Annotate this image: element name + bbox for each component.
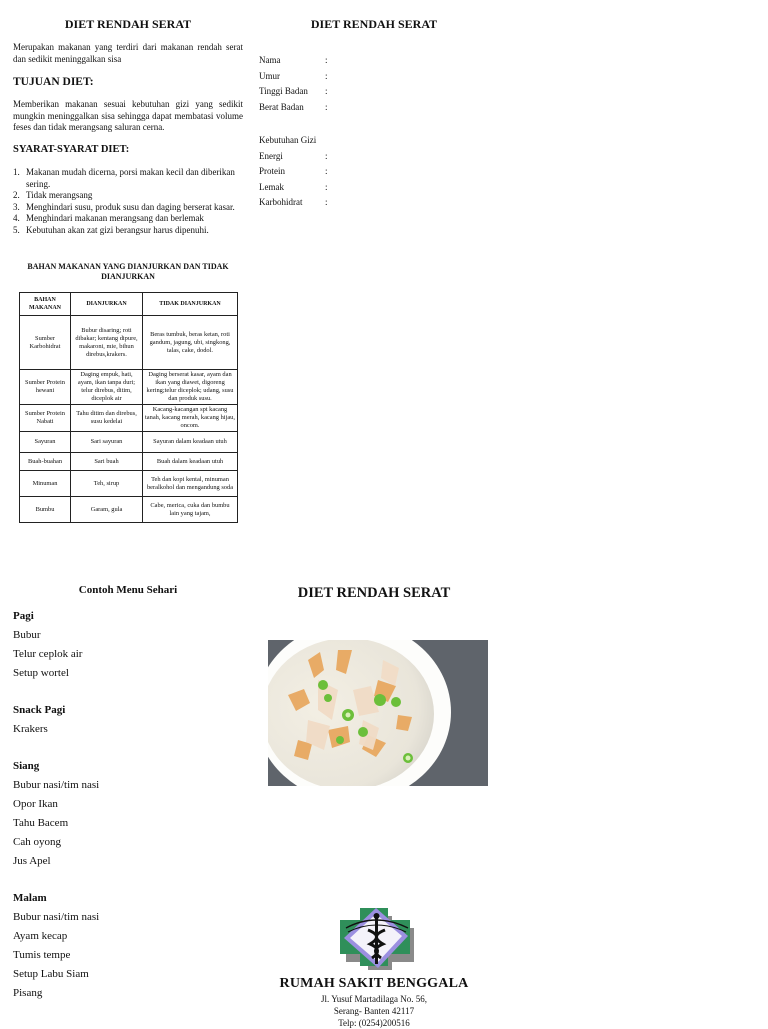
cover-title: DIET RENDAH SERAT bbox=[297, 585, 451, 601]
menu-item: Tumis tempe bbox=[13, 949, 71, 961]
field-umur bbox=[259, 69, 459, 85]
field-separator: : bbox=[325, 101, 328, 112]
cell-bahan: Sayuran bbox=[20, 432, 71, 453]
header-bahan: BAHAN MAKANAN bbox=[20, 293, 71, 316]
cell-bahan: Sumber Protein hewani bbox=[20, 370, 71, 405]
menu-item: Setup Labu Siam bbox=[13, 968, 89, 980]
hospital-address-line1: Jl. Yusuf Martadilaga No. 56, bbox=[321, 994, 427, 1004]
menu-section-heading: Malam bbox=[13, 892, 47, 904]
menu-item: Pisang bbox=[13, 987, 43, 999]
goal-heading: TUJUAN DIET: bbox=[13, 76, 94, 88]
menu-section-pagi bbox=[13, 607, 82, 683]
cell-tidak-dianjurkan: Buah dalam keadaan utuh bbox=[143, 453, 238, 471]
field-nama bbox=[259, 53, 459, 69]
requirement-item bbox=[13, 213, 244, 225]
cell-dianjurkan: Garam, gula bbox=[71, 497, 143, 523]
cell-bahan: Buah-buahan bbox=[20, 453, 71, 471]
table-row bbox=[20, 370, 238, 405]
nutrition-heading: Kebutuhan Gizi bbox=[259, 135, 317, 145]
menu-item: Tahu Bacem bbox=[13, 817, 69, 829]
header-dianjurkan: DIANJURKAN bbox=[71, 293, 143, 316]
inner-left-title: DIET RENDAH SERAT bbox=[64, 17, 192, 31]
menu-item: Setup wortel bbox=[13, 667, 69, 679]
field-label: Lemak bbox=[259, 181, 284, 192]
hospital-phone: Telp: (0254)200516 bbox=[338, 1018, 410, 1028]
cell-dianjurkan: Daging empuk, hati, ayam, ikan tanpa duri; telur direbus, ditim, diceplok air bbox=[71, 370, 143, 405]
cell-dianjurkan: Sari sayuran bbox=[71, 432, 143, 453]
table-row bbox=[20, 497, 238, 523]
patient-info-form bbox=[259, 53, 459, 115]
field-separator: : bbox=[325, 55, 328, 65]
requirement-number: 1. bbox=[13, 167, 20, 177]
food-table-title: BAHAN MAKANAN YANG DIANJURKAN DAN TIDAK DIANJURKAN bbox=[27, 262, 229, 281]
hospital-address-line2: Serang- Banten 42117 bbox=[333, 1006, 415, 1016]
field-label: Nama bbox=[259, 55, 281, 65]
field-separator: : bbox=[325, 181, 328, 192]
requirement-number: 3. bbox=[13, 201, 20, 212]
requirement-number: 2. bbox=[13, 190, 20, 200]
porridge-photo bbox=[268, 640, 488, 786]
field-label: Tinggi Badan bbox=[259, 86, 308, 96]
cell-dianjurkan: Sari buah bbox=[71, 453, 143, 471]
cell-dianjurkan: Tahu ditim dan direbus, susu kedelai bbox=[71, 405, 143, 432]
requirement-text: Menghindari susu, produk susu dan daging berserat kasar. bbox=[26, 201, 235, 212]
requirement-text: Menghindari makanan merangsang dan berlemak bbox=[26, 213, 204, 223]
field-label: Karbohidrat bbox=[259, 197, 303, 207]
caduceus-cross-logo-icon bbox=[338, 906, 418, 970]
cell-bahan: Sumber Karbohidrat bbox=[20, 316, 71, 370]
table-header-row bbox=[20, 293, 238, 316]
field-separator: : bbox=[325, 166, 328, 176]
requirement-item bbox=[13, 225, 244, 237]
menu-item: Bubur bbox=[13, 629, 41, 641]
field-label: Umur bbox=[259, 70, 280, 81]
menu-section-snack-pagi bbox=[13, 701, 65, 739]
table-row bbox=[20, 405, 238, 432]
requirement-number: 5. bbox=[13, 224, 20, 235]
field-tinggi-badan bbox=[259, 84, 459, 100]
cell-tidak-dianjurkan: Beras tumbuk, beras ketan, roti gandum, jagung, ubi, singkong, talas, cake, dodol. bbox=[143, 316, 238, 370]
field-label: Energi bbox=[259, 150, 283, 161]
menu-item: Jus Apel bbox=[13, 855, 51, 867]
menu-section-heading: Snack Pagi bbox=[13, 704, 66, 716]
requirement-text: Tidak merangsang bbox=[26, 190, 93, 200]
field-berat-badan bbox=[259, 100, 459, 116]
requirement-item bbox=[13, 202, 244, 214]
field-karbohidrat bbox=[259, 195, 459, 211]
menu-section-siang bbox=[13, 757, 99, 871]
requirements-heading: SYARAT-SYARAT DIET: bbox=[13, 144, 130, 155]
cell-tidak-dianjurkan: Sayuran dalam keadaan utuh bbox=[143, 432, 238, 453]
porridge-image bbox=[268, 640, 488, 786]
cell-bahan: Minuman bbox=[20, 471, 71, 497]
menu-item: Cah oyong bbox=[13, 836, 61, 848]
menu-item: Bubur nasi/tim nasi bbox=[13, 911, 100, 923]
table-row bbox=[20, 432, 238, 453]
cell-bahan: Sumber Protein Nabati bbox=[20, 405, 71, 432]
cell-tidak-dianjurkan: Teh dan kopi kental, minuman beralkohol dan mengandung soda bbox=[143, 471, 238, 497]
field-separator: : bbox=[325, 70, 328, 81]
field-separator: : bbox=[325, 86, 328, 96]
menu-item: Bubur nasi/tim nasi bbox=[13, 779, 100, 791]
cell-tidak-dianjurkan: Cabe, merica, cuka dan bumbu lain yang tajam, bbox=[143, 497, 238, 523]
field-lemak bbox=[259, 180, 459, 196]
menu-item: Opor Ikan bbox=[13, 798, 58, 810]
hospital-logo bbox=[338, 906, 418, 970]
field-protein bbox=[259, 164, 459, 180]
goal-paragraph: Memberikan makanan sesuai kebutuhan gizi yang sedikit mungkin meninggalkan sisa sehingga dapat membatasi volume feses dan tidak merangsang saluran cerna. bbox=[13, 99, 243, 132]
inner-middle-title: DIET RENDAH SERAT bbox=[310, 17, 438, 31]
field-label: Berat Badan bbox=[259, 101, 304, 112]
cell-dianjurkan: Bubur disaring; roti dibakar; kentang dipure, makaroni, mie, bihun direbus,krakers. bbox=[71, 316, 143, 370]
menu-section-malam bbox=[13, 889, 99, 1003]
header-tidak-dianjurkan: TIDAK DIANJURKAN bbox=[143, 293, 238, 316]
requirement-item bbox=[13, 190, 244, 202]
table-row bbox=[20, 471, 238, 497]
menu-section-heading: Siang bbox=[13, 760, 40, 772]
menu-item: Krakers bbox=[13, 723, 48, 735]
requirement-text: Makanan mudah dicerna, porsi makan kecil dan diberikan sering. bbox=[26, 167, 235, 189]
nutrition-needs-form bbox=[259, 133, 459, 211]
field-label: Protein bbox=[259, 166, 285, 176]
field-separator: : bbox=[325, 150, 328, 161]
cell-dianjurkan: Teh, sirup bbox=[71, 471, 143, 497]
hospital-name: RUMAH SAKIT BENGGALA bbox=[279, 976, 469, 991]
cell-tidak-dianjurkan: Daging berserat kasar, ayam dan ikan yang diawet, digoreng kering;telur diceplok; udang, susu dan produk susu. bbox=[143, 370, 238, 405]
food-table bbox=[19, 292, 238, 523]
requirement-item bbox=[13, 167, 244, 190]
table-row bbox=[20, 453, 238, 471]
menu-section-heading: Pagi bbox=[13, 610, 34, 622]
requirement-text: Kebutuhan akan zat gizi berangsur harus dipenuhi. bbox=[26, 224, 209, 235]
menu-item: Ayam kecap bbox=[13, 930, 68, 942]
intro-paragraph: Merupakan makanan yang terdiri dari makanan rendah serat dan sedikit meninggalkan sisa bbox=[13, 42, 243, 64]
cell-tidak-dianjurkan: Kacang-kacangan spt kacang tanah, kacang merah, kacang hijau, oncom. bbox=[143, 405, 238, 432]
menu-item: Telur ceplok air bbox=[13, 648, 83, 660]
field-energi bbox=[259, 149, 459, 165]
field-separator: : bbox=[325, 197, 328, 207]
menu-title: Contoh Menu Sehari bbox=[78, 584, 178, 596]
requirements-list bbox=[13, 167, 244, 236]
table-row bbox=[20, 316, 238, 370]
cell-bahan: Bumbu bbox=[20, 497, 71, 523]
requirement-number: 4. bbox=[13, 213, 20, 223]
